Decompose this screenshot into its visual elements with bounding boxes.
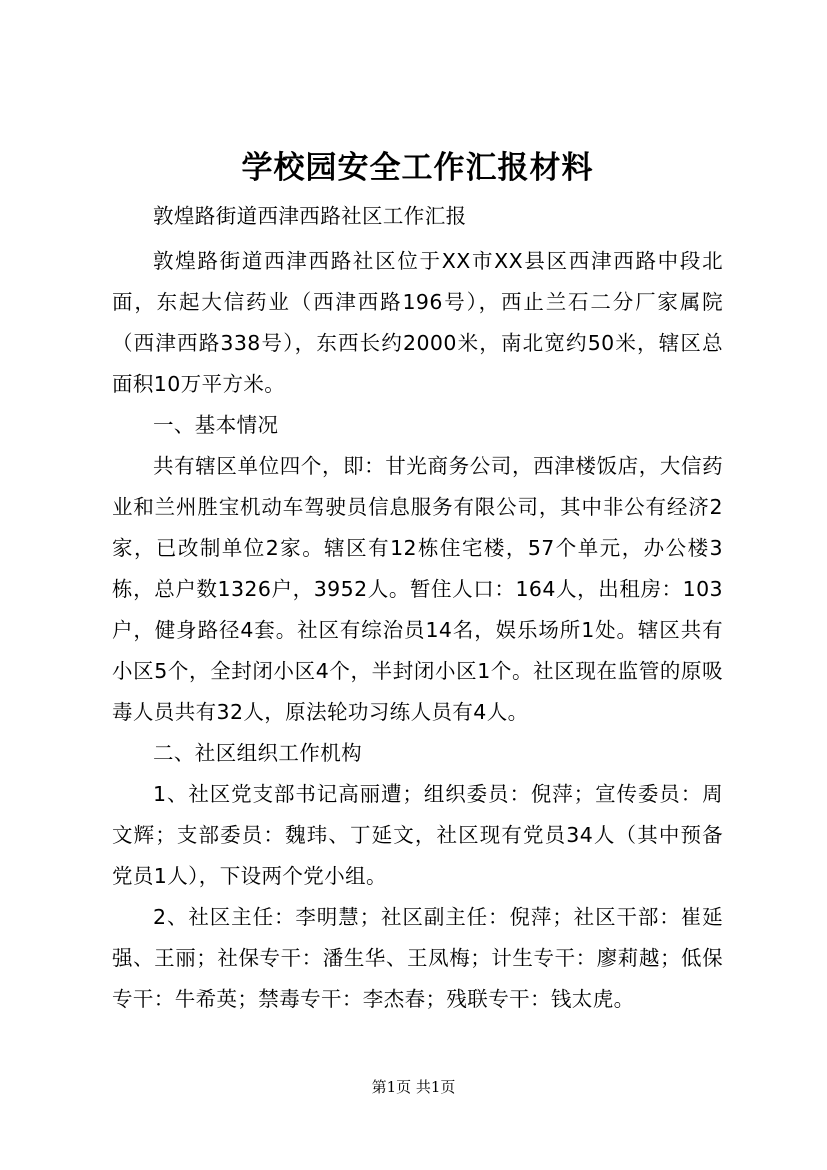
paragraph-party-branch: 1、社区党支部书记高丽遭；组织委员：倪萍；宣传委员：周文辉；支部委员：魏玮、丁延文，社区现有党员34人（其中预备党员1人），下设两个党小组。	[112, 782, 723, 888]
document-body	[112, 196, 723, 1020]
paragraph-location: 敦煌路街道西津西路社区位于XX市XX县区西津西路中段北面，东起大信药业（西津西路196号），西止兰石二分厂家属院（西津西路338号），东西长约2000米，南北宽约50米，辖区总面积10万平方米。	[112, 249, 723, 396]
paragraph-subtitle: 敦煌路街道西津西路社区工作汇报	[153, 204, 467, 228]
section-heading-organization: 二、社区组织工作机构	[153, 741, 362, 765]
section-heading-basic-info: 一、基本情况	[153, 413, 279, 437]
paragraph-basic-info: 共有辖区单位四个，即：甘光商务公司，西津楼饭店，大信药业和兰州胜宝机动车驾驶员信息服务有限公司，其中非公有经济2家，已改制单位2家。辖区有12栋住宅楼，57个单元，办公楼3栋，总户数1326户，3952人。暂住人口：164人，出租房：103户，健身路径4套。社区有综治员14名，娱乐场所1处。辖区共有小区5个，全封闭小区4个，半封闭小区1个。社区现在监管的原吸毒人员共有32人，原法轮功习练人员有4人。	[112, 454, 723, 724]
paragraph-community-staff: 2、社区主任：李明慧；社区副主任：倪萍；社区干部：崔延强、王丽；社保专干：潘生华、王凤梅；计生专干：廖莉越；低保专干：牛希英；禁毒专干：李杰春；残联专干：钱太虎。	[112, 905, 723, 1011]
page-footer: 第1页 共1页	[371, 1078, 456, 1096]
document-title: 学校园安全工作汇报材料	[241, 150, 594, 186]
